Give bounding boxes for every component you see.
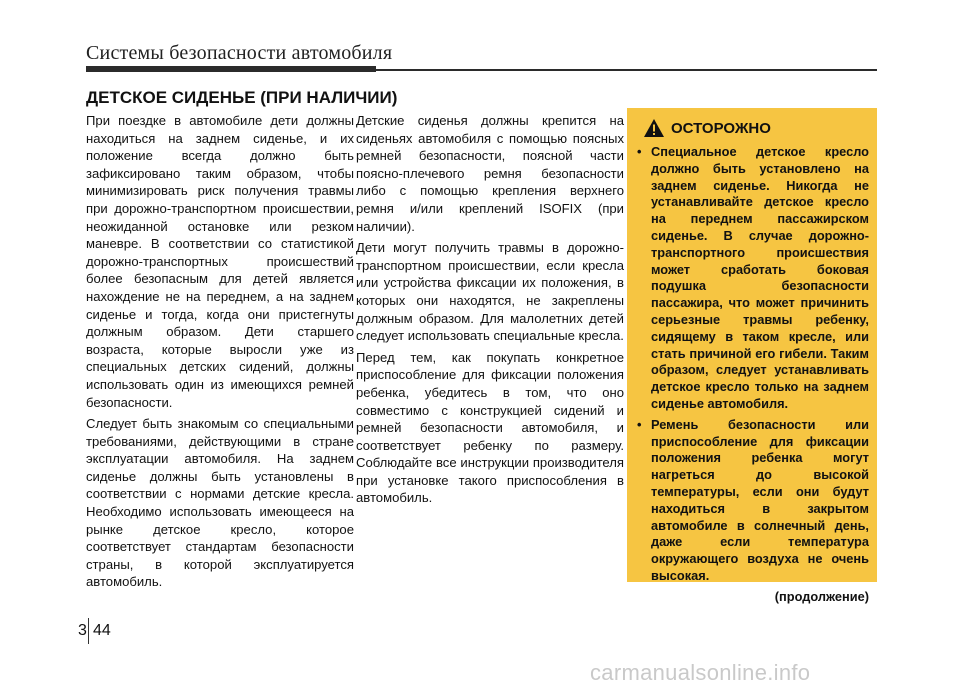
warning-list	[637, 144, 869, 585]
paragraph: Перед тем, как покупать конкретное приспособление для фиксации положения ребенка, убедитесь в том, что оно совместимо с конструкцией сидений и ремней безопасности автомобиля, и соответствует ребенку по размеру. Соблюдайте все инструкции производителя при установке такого приспособления в автомобиль.	[356, 349, 624, 506]
column-left	[86, 112, 354, 595]
paragraph: Детские сиденья должны крепится на сиденьях автомобиля с помощью поясных ремней безопасности, поясной части поясно-плечевого ремня безопасности либо с помощью крепления верхнего ремня и/или креплений ISOFIX (при наличии).	[356, 113, 624, 234]
warning-item	[637, 144, 869, 413]
warning-item-text: Ремень безопасности или приспособление для фиксации положения ребенка могут нагреться до высокой температуры, если они будут находиться в закрытом автомобиле в солнечный день, даже если температура окружающего воздуха не очень высокая.	[651, 416, 869, 583]
column-middle	[356, 112, 624, 511]
warning-item-text: Специальное детское кресло должно быть установлено на заднем сиденье. Никогда не устанавливайте детское кресло на переднем пассажирском сиденье. В случае дорожно-транспортного происшествия может сработать боковая подушка безопасности пассажира, что может причинить серьезные травмы ребенку, сидящему в таком кресле, или стать причиной его гибели. Таким образом, следует устанавливать детское кресло только на заднем сиденье автомобиля.	[651, 144, 869, 411]
footer-separator	[88, 618, 89, 644]
warning-header	[637, 118, 869, 138]
bullet: •	[637, 144, 642, 159]
watermark: carmanualsonline.info	[590, 660, 811, 685]
header-title: Системы безопасности автомобиля	[86, 42, 393, 64]
section-title: ДЕТСКОЕ СИДЕНЬЕ (ПРИ НАЛИЧИИ)	[86, 88, 398, 107]
footer-page-number: 44	[93, 622, 111, 639]
header-rule-thick	[86, 66, 376, 72]
warning-triangle-icon	[643, 118, 665, 138]
warning-item	[637, 417, 869, 585]
warning-box	[627, 108, 877, 604]
bullet: •	[637, 416, 642, 432]
header-rule-thin	[376, 69, 877, 71]
footer-section-number: 3	[78, 622, 87, 639]
paragraph: Следует быть знакомым со специальными требованиями, действующими в стране эксплуатации автомобиля. На заднем сиденье должны быть установлены в соответствии с нормами детские кресла. Необходимо использовать имеющееся на рынке детское кресло, которое соответствует стандартам безопасности страны, в которой эксплуатируется автомобиль.	[86, 416, 354, 590]
paragraph: Дети могут получить травмы в дорожно-транспортном происшествии, если кресла или устройства фиксации их положения, в которых они находятся, не закреплены должным образом. Для малолетних детей следует использовать специальные кресла.	[356, 240, 624, 344]
warning-title: ОСТОРОЖНО	[671, 119, 771, 137]
paragraph: При поездке в автомобиле дети должны находиться на заднем сиденье, и их положение всегда должно быть зафиксировано таким образом, чтобы минимизировать риск получения травмы при дорожно-транспортном происшествии, неожиданной остановке или резком маневре. В соответствии со статистикой дорожно-транспортных происшествий более безопасным для детей является нахождение не на переднем, а на заднем сиденье и тогда, когда они пристегнуты должным образом. Дети старшего возраста, которые выросли уже из специальных детских сидений, должны использовать один из имеющихся ремней безопасности.	[86, 113, 354, 410]
warning-continued: (продолжение)	[774, 588, 869, 604]
